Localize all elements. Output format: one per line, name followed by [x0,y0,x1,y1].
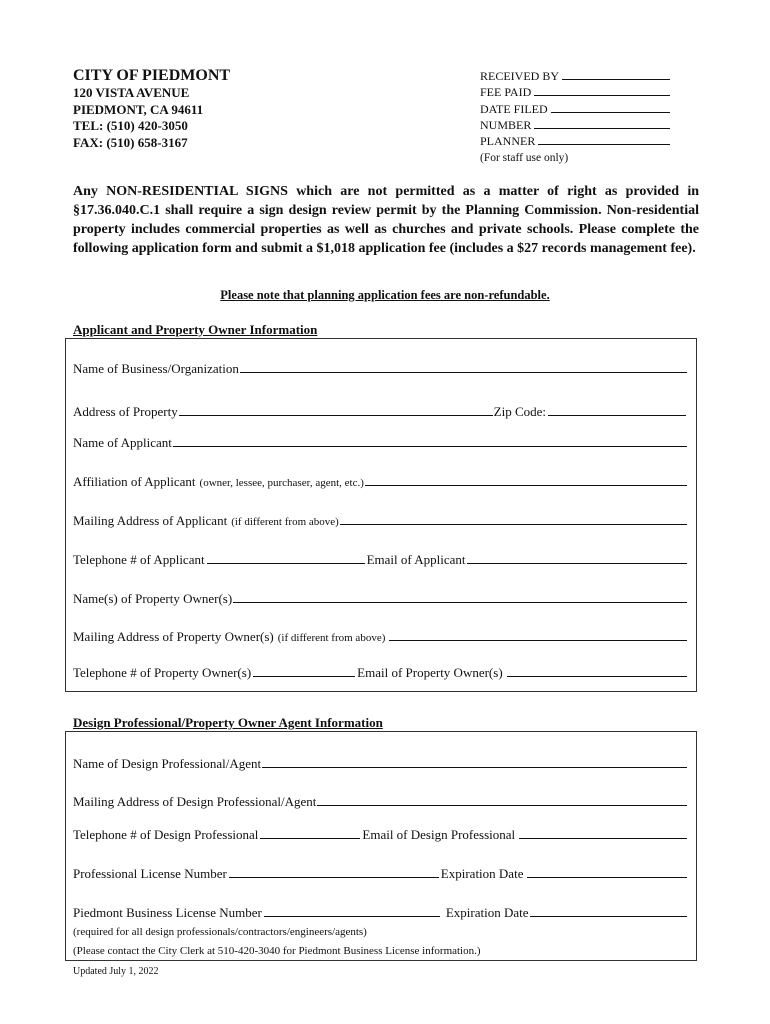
applicant-mailing-input[interactable] [340,514,687,525]
date-filed-line[interactable] [551,102,670,113]
fee-paid-line[interactable] [534,85,670,96]
owner-mailing-field [73,629,688,645]
affiliation-input[interactable] [365,475,687,486]
address-line: 120 VISTA AVENUE [73,85,190,100]
applicant-mailing-label: Mailing Address of Applicant [73,513,228,528]
license-requirement-note: (required for all design professionals/contractors/engineers/agents) [73,926,367,938]
owner-name-label: Name(s) of Property Owner(s) [73,591,233,606]
owner-name-input[interactable] [233,592,687,603]
agent-name-label: Name of Design Professional/Agent [73,756,262,771]
agent-mailing-label: Mailing Address of Design Professional/Agent [73,794,317,809]
business-name-label: Name of Business/Organization [73,361,239,376]
section-title-design-professional: Design Professional/Property Owner Agent Information [73,715,383,730]
business-license-expiration-input[interactable] [530,906,687,917]
date-filed-field [480,102,670,118]
owner-mailing-label: Mailing Address of Property Owner(s) [73,629,274,644]
planner-label: PLANNER [480,134,536,149]
license-label: Professional License Number [73,866,227,881]
owner-email-label: Email of Property Owner(s) [357,665,503,680]
design-professional-box [65,731,697,961]
telephone-line: TEL: (510) 420-3050 [73,118,188,133]
affiliation-label: Affiliation of Applicant [73,474,196,489]
affiliation-hint: (owner, lessee, purchaser, agent, etc.) [199,477,364,489]
applicant-mailing-field [73,513,688,529]
intro-paragraph: Any NON-RESIDENTIAL SIGNS which are not permitted as a matter of right as provided in §17.36.040.C.1 shall require a sign design review permit by the Planning Commission. Non-residential property includes commercial properties as well as churches and private schools. Please complete the following application form and submit a $1,018 application fee (includes a $27 records management fee). [73,184,699,256]
property-address-field [73,404,688,420]
professional-phone-label: Telephone # of Design Professional [73,827,259,842]
owner-contact-field [73,665,688,681]
planner-field [480,134,670,150]
property-address-input[interactable] [179,405,493,416]
number-line[interactable] [534,118,670,129]
license-expiration-input[interactable] [527,867,687,878]
agent-mailing-field [73,794,688,810]
section-title-applicant: Applicant and Property Owner Information [73,322,318,337]
address-line: PIEDMONT, CA 94611 [73,101,204,117]
owner-mailing-hint: (if different from above) [277,632,386,644]
number-field [480,118,670,134]
business-name-input[interactable] [240,362,687,373]
license-input[interactable] [229,867,439,878]
applicant-name-field [73,435,688,451]
applicant-contact-field [73,552,688,568]
city-header [73,66,230,151]
owner-email-input[interactable] [507,666,687,677]
owner-name-field [73,591,688,607]
city-clerk-note: (Please contact the City Clerk at 510-420-3040 for Piedmont Business License information.) [73,945,481,957]
fax-line: FAX: (510) 658-3167 [73,134,188,150]
business-license-label: Piedmont Business License Number [73,905,262,920]
fee-paid-label: FEE PAID [480,85,532,100]
owner-phone-label: Telephone # of Property Owner(s) [73,665,252,680]
affiliation-field [73,474,688,490]
zip-code-label: Zip Code: [493,404,546,419]
license-field [73,866,688,882]
planner-line[interactable] [538,134,670,145]
staff-use-note: (For staff use only) [480,152,569,165]
received-by-line[interactable] [562,69,670,80]
updated-date: Updated July 1, 2022 [73,966,159,977]
staff-use-block [480,69,670,166]
number-label: NUMBER [480,117,532,132]
applicant-name-input[interactable] [173,436,687,447]
applicant-phone-input[interactable] [207,553,365,564]
applicant-info-box [65,338,697,692]
applicant-mailing-hint: (if different from above) [231,516,339,528]
received-by-label: RECEIVED BY [480,69,559,83]
business-license-expiration-label: Expiration Date [445,905,529,920]
professional-email-input[interactable] [519,828,687,839]
received-by-field [480,69,670,85]
business-name-field [73,361,688,377]
professional-phone-input[interactable] [260,828,360,839]
applicant-email-input[interactable] [467,553,687,564]
date-filed-label: DATE FILED [480,101,548,116]
city-name: CITY OF PIEDMONT [73,67,231,84]
zip-code-input[interactable] [548,405,686,416]
business-license-field [73,905,688,921]
applicant-phone-label: Telephone # of Applicant [73,552,205,567]
fee-notice: Please note that planning application fees are non-refundable. [220,288,550,302]
agent-mailing-input[interactable] [317,795,687,806]
agent-name-input[interactable] [262,757,687,768]
owner-mailing-input[interactable] [389,630,687,641]
license-expiration-label: Expiration Date [440,866,524,881]
agent-name-field [73,756,688,772]
business-license-input[interactable] [264,906,440,917]
fee-paid-field [480,85,670,101]
owner-phone-input[interactable] [253,666,355,677]
property-address-label: Address of Property [73,404,178,419]
applicant-email-label: Email of Applicant [366,552,466,567]
professional-email-label: Email of Design Professional [362,827,516,842]
professional-contact-field [73,827,688,843]
applicant-name-label: Name of Applicant [73,435,172,450]
